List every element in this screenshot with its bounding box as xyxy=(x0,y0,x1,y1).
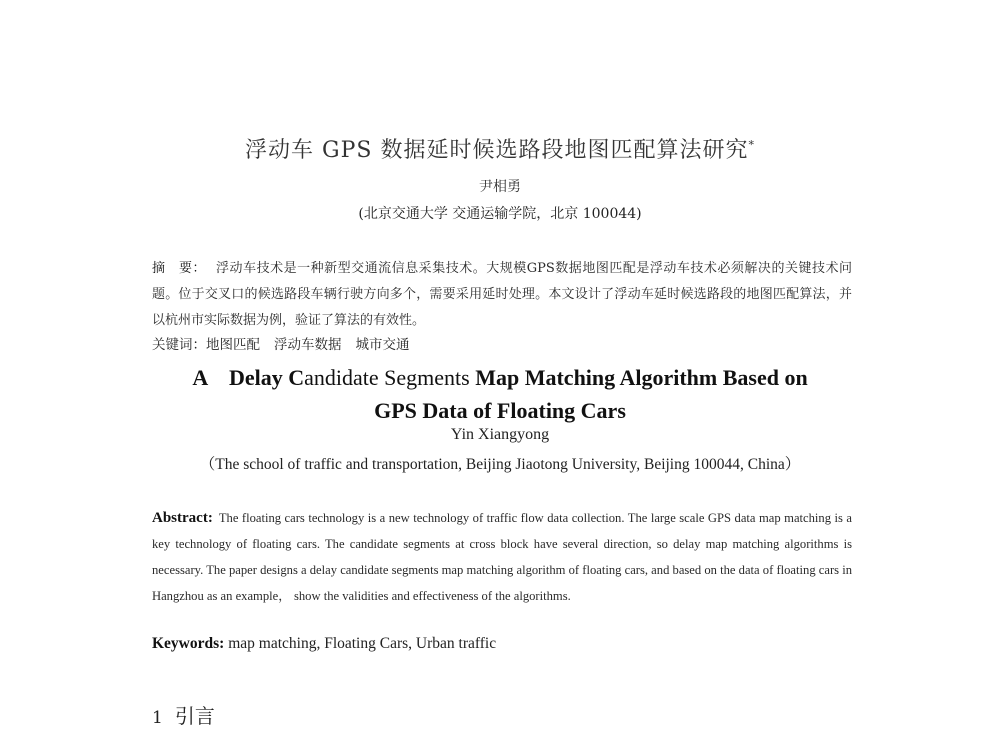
keywords-en-text: map matching, Floating Cars, Urban traffic xyxy=(224,635,497,652)
title-en-part3: Map Matching Algorithm Based on xyxy=(475,365,808,390)
title-en-part1: A Delay C xyxy=(192,365,305,390)
keywords-cn-label: 关键词： xyxy=(152,337,206,353)
title-footnote-mark: * xyxy=(748,138,755,152)
keyword-cn-item: 城市交通 xyxy=(355,337,410,353)
paper-title-en-line1 xyxy=(100,361,900,394)
section-heading-1 xyxy=(152,700,215,729)
section-title: 引言 xyxy=(174,704,215,728)
section-number: 1 xyxy=(152,708,163,728)
affiliation-cn: (北京交通大学 交通运输学院，北京 100044) xyxy=(358,206,642,222)
affiliation-en: （The school of traffic and transportation, Beijing Jiaotong University, Beijing 100044, China） xyxy=(199,456,801,473)
keywords-cn xyxy=(152,333,852,353)
abstract-cn-text: 浮动车技术是一种新型交通流信息采集技术。大规模GPS数据地图匹配是浮动车技术必须解决的关键技术问题。位于交叉口的候选路段车辆行驶方向多个，需要采用延时处理。本文设计了浮动车延时候选路段的地图匹配算法，并以杭州市实际数据为例，验证了算法的有效性。 xyxy=(152,261,852,328)
author-name-cn: 尹相勇 xyxy=(479,179,521,195)
abstract-en xyxy=(152,505,852,609)
abstract-cn-label: 摘 要： xyxy=(152,261,207,276)
paper-title-cn-text: 浮动车 GPS 数据延时候选路段地图匹配算法研究 xyxy=(245,138,749,163)
abstract-en-text: The floating cars technology is a new technology of traffic flow data collection. The large scale GPS data map matching is a key technology of floating cars. The candidate segments at cross block have several direction, so delay map matching algorithms is necessary. The paper designs a delay candidate segments map matching algorithm of floating cars, and based on the data of floating cars in Hangzhou as an example， show the validities and effectiveness of the algorithms. xyxy=(152,511,852,603)
abstract-cn xyxy=(152,256,852,334)
keywords-en xyxy=(152,635,852,653)
title-en-part2: andidate Segments xyxy=(304,365,476,390)
author-name-en: Yin Xiangyong xyxy=(450,426,550,443)
paper-title-cn xyxy=(0,133,1000,164)
keyword-cn-item: 地图匹配 xyxy=(206,337,260,353)
keyword-cn-item: 浮动车数据 xyxy=(274,337,342,353)
paper-title-en-line2: GPS Data of Floating Cars xyxy=(374,398,626,423)
paper-title-en xyxy=(100,361,900,427)
keywords-en-label: Keywords: xyxy=(152,635,225,652)
abstract-en-label: Abstract: xyxy=(152,510,213,526)
